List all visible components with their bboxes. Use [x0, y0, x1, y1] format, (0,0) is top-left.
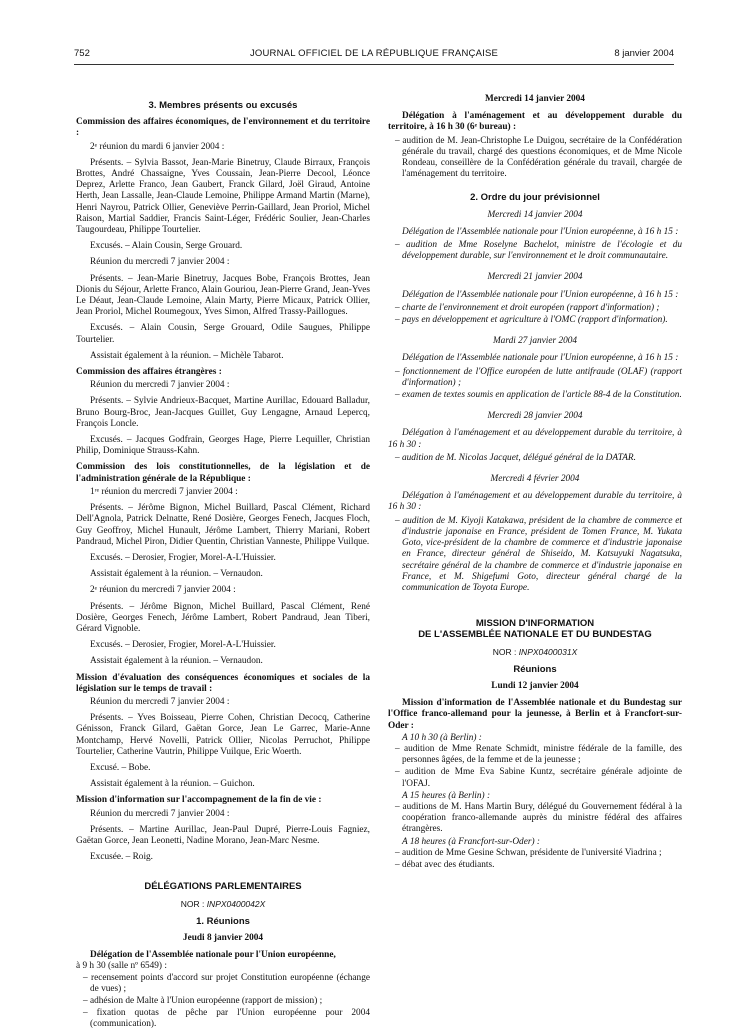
nor-code: INPX0400042X — [206, 898, 266, 909]
schedule-items — [388, 453, 682, 464]
schedule-text: Délégation de l'Assemblée nationale pour l'Union européenne, à 16 h 15 : — [402, 353, 679, 364]
reunions-title: 1. Réunions — [196, 915, 250, 927]
assisting-line: Assistait également à la réunion. – Vernaudon. — [90, 656, 263, 667]
schedule-date: Mercredi 14 janvier 2004 — [487, 209, 583, 220]
schedule-text: Délégation à l'aménagement et au développement durable du territoire, à 16 h 30 : — [388, 428, 682, 450]
mission-title: MISSION D'INFORMATION — [475, 618, 595, 630]
slot-items — [388, 744, 682, 790]
present-list: Présents. – Jérôme Bignon, Michel Buillard, Pascal Clément, Richard Dell'Agnola, Patrick Delnatte, René Dosière, Georges Fenech, Jacques Floch, Guy Geoffroy, Michel Hunault, Jérôme Lambert, Thierry Mariani, Robert Pandraud, Michel Piron, Didier Quentin, Christian Vanneste, Philippe Vuilque. — [76, 503, 370, 547]
present-list: Présents. – Yves Boisseau, Pierre Cohen, Christian Decocq, Catherine Génisson, Franck Gilard, Gaëtan Gorce, Jean Le Garrec, Marie-Anne Montchamp, Hervé Novelli, Patrick Ollier, Nicolas Perruchot, Philippe Tourtelier, Catherine Vautrin, Philippe Vuilque, Eric Woerth. — [76, 713, 370, 757]
time-slot: A 10 h 30 (à Berlin) : — [402, 732, 482, 743]
schedule-items — [388, 240, 682, 262]
agenda-item: – examen de textes soumis en application de l'article 88-4 de la Constitution. — [395, 390, 682, 401]
schedule-items — [388, 303, 682, 326]
agenda-item: – audition de Mme Gesine Schwan, présidente de l'université Viadrina ; — [395, 847, 662, 858]
agenda-item: – recensement points d'accord sur projet Constitution européenne (échange de vues) ; — [83, 972, 370, 994]
meeting-line: 1ʳᵉ réunion du mercredi 7 janvier 2004 : — [90, 486, 238, 497]
schedule-text: Délégation de l'Assemblée nationale pour l'Union européenne, à 16 h 15 : — [402, 226, 679, 237]
agenda-item: – auditions de M. Hans Martin Bury, délégué du Gouvernement fédéral à la coopération franco-allemande auprès du ministre fédéral des affaires étrangères. — [395, 801, 682, 835]
schedule-items — [388, 367, 682, 402]
agenda-item: – pays en développement et agriculture à l'OMC (rapport d'information). — [395, 315, 668, 326]
section-title: 3. Membres présents ou excusés — [148, 100, 298, 111]
meeting-line: 2ᵉ réunion du mardi 6 janvier 2004 : — [90, 141, 225, 152]
slot-items — [388, 802, 682, 836]
agenda-item: – audition de M. Kiyoji Katakawa, président de la chambre de commerce et d'industrie japonaise en France, président de Tomen France, M. Yukata Goto, vice-président de la chambre de commerce et d'industrie japonaise en France, directeur général de Shiseido, M. Katsuyuki Nagatsuka, secrétaire général de la chambre de commerce et d'industrie japonaise en France, et M. Shigefumi Goto, directeur général chargé de la communication de Toyota Europe. — [395, 515, 682, 593]
ordre-title: 2. Ordre du jour prévisionnel — [470, 192, 600, 204]
delegation-heading: Délégation à l'aménagement et au développement durable du territoire, à 16 h 30 (6ᵉ bureau) : — [388, 111, 682, 133]
agenda-item: – fonctionnement de l'Office européen de lutte antifraude (OLAF) (rapport d'information) ; — [395, 366, 682, 388]
present-list: Présents. – Martine Aurillac, Jean-Paul Dupré, Pierre-Louis Fagniez, Gaëtan Gorce, Jean Leonetti, Nadine Morano, Jean-Marc Nesme. — [76, 824, 370, 846]
meeting-line: Réunion du mercredi 7 janvier 2004 : — [90, 380, 230, 391]
day-heading: Lundi 12 janvier 2004 — [491, 680, 579, 691]
issue-date: 8 janvier 2004 — [614, 48, 674, 59]
nor-label: NOR : — [180, 898, 207, 909]
delegations-title: DÉLÉGATIONS PARLEMENTAIRES — [144, 881, 302, 893]
right-column — [388, 94, 682, 872]
agenda-item: – débat avec des étudiants. — [395, 859, 495, 870]
schedule-date: Mercredi 4 février 2004 — [490, 474, 580, 485]
delegation-time: à 9 h 30 (salle nº 6549) : — [76, 961, 167, 972]
assisting-line: Assistait également à la réunion. – Vernaudon. — [90, 569, 263, 580]
reunions-title: Réunions — [513, 663, 557, 675]
agenda-item: – audition de M. Jean-Christophe Le Duigou, secrétaire de la Confédération générale du travail, chargé des questions économiques, et de Mme Nicole Rondeau, conseillère de la Confédération générale du travail, chargée de l'aménagement du territoire. — [395, 135, 682, 180]
delegation-name: Délégation de l'Assemblée nationale pour l'Union européenne, — [90, 950, 336, 961]
present-list: Présents. – Jérôme Bignon, Michel Buillard, Pascal Clément, René Dosière, Georges Fenech, Jérôme Lambert, Robert Pandraud, Jean Tiberi, Gérard Vignoble. — [76, 601, 370, 634]
mission-subtitle: DE L'ASSEMBLÉE NATIONALE ET DU BUNDESTAG — [418, 629, 652, 641]
nor-line — [76, 899, 370, 910]
excused-line: Excusée. – Roig. — [90, 852, 153, 863]
commission-heading: Commission des affaires économiques, de l'environnement et du territoire : — [76, 117, 370, 139]
mission-heading: Mission d'information sur l'accompagnement de la fin de vie : — [76, 795, 322, 806]
present-list: Présents. – Sylvia Bassot, Jean-Marie Binetruy, Claude Birraux, François Brottes, André Chassaigne, Yves Coussain, Jean-Pierre Decool, Léonce Deprez, Arlette Franco, Jean Gaubert, Franck Gilard, Joël Giraud, Antoine Herth, Jean Lassalle, Jean-Claude Lemoine, Philippe Armand Martin (Marne), Henri Nayrou, Patrick Ollier, Geneviève Perrin-Gaillard, Jean Proriol, Michel Raison, Martial Saddier, Francis Saint-Léger, Frédéric Soulier, Jean-Charles Taugourdeau, Philippe Tourtelier. — [76, 157, 370, 236]
schedule-date: Mardi 27 janvier 2004 — [492, 336, 578, 347]
page-header — [74, 48, 674, 64]
excused-list: Excusés. – Alain Cousin, Serge Grouard. — [90, 241, 243, 252]
schedule-date: Mercredi 21 janvier 2004 — [487, 272, 583, 283]
excused-line: Excusé. – Bobe. — [90, 762, 151, 773]
assisting-line: Assistait également à la réunion. – Guichon. — [90, 779, 255, 790]
agenda-item: – audition de Mme Renate Schmidt, ministre fédérale de la famille, des personnes âgées, de la femme et de la jeunesse ; — [395, 743, 682, 766]
assisting-line: Assistait également à la réunion. – Michèle Tabarot. — [90, 350, 284, 361]
schedule-text: Délégation à l'aménagement et au développement durable du territoire, à 16 h 30 : — [388, 491, 682, 513]
meeting-line: 2ᵉ réunion du mercredi 7 janvier 2004 : — [90, 585, 236, 596]
agenda-item: – charte de l'environnement et droit européen (rapport d'information) ; — [395, 302, 660, 313]
day-heading: Jeudi 8 janvier 2004 — [182, 932, 264, 943]
page-number: 752 — [74, 48, 90, 59]
schedule-items — [388, 516, 682, 594]
nor-code: INPX0400031X — [518, 646, 578, 657]
agenda-item: – audition de Mme Eva Sabine Kuntz, secrétaire générale adjointe de l'OFAJ. — [395, 767, 682, 789]
excused-list: Excusés. – Derosier, Frogier, Morel-A-L'Huissier. — [90, 552, 276, 563]
excused-list: Excusés. – Jacques Godfrain, Georges Hage, Pierre Lequiller, Christian Philip, Dominique Strauss-Kahn. — [76, 435, 370, 457]
mission-heading: Mission d'évaluation des conséquences économiques et sociales de la législation sur le temps de travail : — [76, 672, 370, 694]
present-list: Présents. – Sylvie Andrieux-Bacquet, Martine Aurillac, Edouard Balladur, Bruno Bourg-Broc, Jean-Jacques Guillet, Guy Lengagne, Arnaud Lepercq, François Loncle. — [76, 396, 370, 429]
meeting-line: Réunion du mercredi 7 janvier 2004 : — [90, 696, 230, 707]
nor-label: NOR : — [492, 646, 519, 657]
day-heading: Mercredi 14 janvier 2004 — [485, 94, 585, 104]
journal-title: JOURNAL OFFICIEL DE LA RÉPUBLIQUE FRANÇAISE — [249, 48, 499, 59]
meeting-line: Réunion du mercredi 7 janvier 2004 : — [90, 257, 230, 268]
agenda-list — [76, 973, 370, 1031]
schedule-text: Délégation de l'Assemblée nationale pour l'Union européenne, à 16 h 15 : — [402, 289, 679, 300]
agenda-item: – fixation quotas de pêche par l'Union européenne pour 2004 (communication). — [83, 1008, 370, 1030]
mission-text: Mission d'information de l'Assemblée nationale et du Bundestag sur l'Office franco-allemand pour la jeunesse, à Berlin et à Francfort-sur-Oder : — [388, 698, 682, 731]
slot-items — [388, 848, 682, 871]
time-slot: A 18 heures (à Francfort-sur-Oder) : — [402, 836, 540, 847]
agenda-item: – audition de M. Nicolas Jacquet, délégué général de la DATAR. — [395, 452, 636, 463]
delegation-line — [76, 950, 370, 961]
present-list: Présents. – Jean-Marie Binetruy, Jacques Bobe, François Brottes, Jean Dionis du Séjour, Arlette Franco, Alain Gouriou, Jean-Pierre Grand, Jean-Yves Le Déaut, Jean-Claude Lemoine, Alain Marty, Pierre Micaux, Patrick Ollier, Jean Proriol, Michel Roumegoux, Yves Simon, Alfred Trassy-Paillogues. — [76, 273, 370, 318]
commission-heading: Commission des lois constitutionnelles, de la législation et de l'administration générale de la République : — [76, 462, 370, 484]
meeting-line: Réunion du mercredi 7 janvier 2004 : — [90, 808, 230, 819]
excused-list: Excusés. – Derosier, Frogier, Morel-A-L'Huissier. — [90, 640, 276, 651]
excused-list: Excusés. – Alain Cousin, Serge Grouard, Odile Saugues, Philippe Tourtelier. — [76, 323, 370, 345]
left-column — [76, 94, 370, 1032]
header-rule — [74, 64, 674, 65]
schedule-date: Mercredi 28 janvier 2004 — [487, 411, 583, 422]
agenda-item: – audition de Mme Roselyne Bachelot, ministre de l'écologie et du développement durable, sur l'environnement et le droit communautaire. — [395, 240, 682, 262]
nor-line — [388, 647, 682, 658]
time-slot: A 15 heures (à Berlin) : — [402, 790, 491, 801]
commission-heading: Commission des affaires étrangères : — [76, 367, 222, 378]
agenda-item: – adhésion de Malte à l'Union européenne (rapport de mission) ; — [83, 996, 323, 1006]
